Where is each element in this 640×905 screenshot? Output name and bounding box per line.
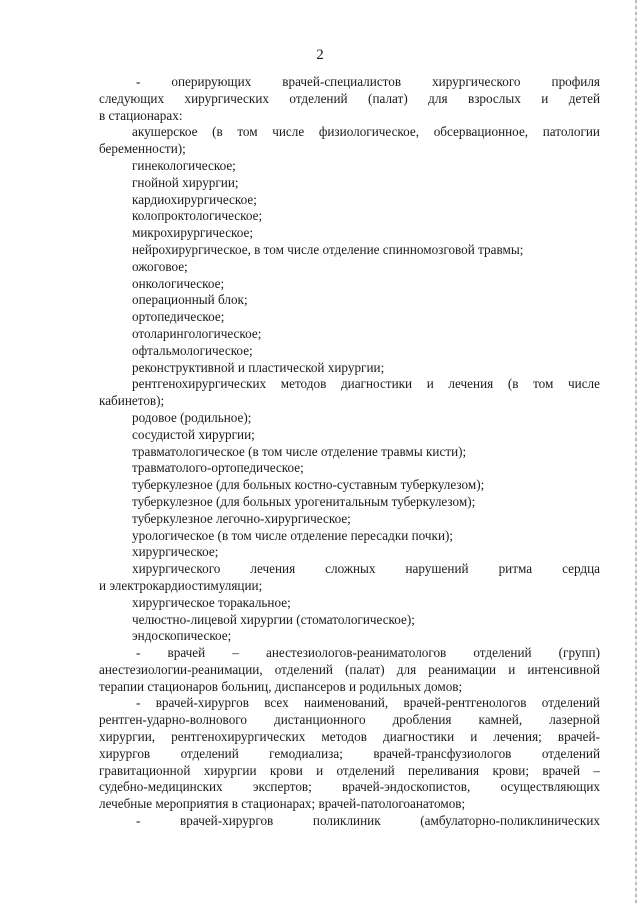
text-line: туберкулезное легочно-хирургическое; (132, 510, 351, 526)
text-line: рентген-ударно-волнового дистанционного дробления камней, лазерной (99, 712, 600, 728)
text-line: терапии стационаров больниц, диспансеров и родильных домов; (99, 678, 463, 694)
text-line: гинекологическое; (132, 157, 236, 173)
text-line: в стационарах: (99, 107, 183, 123)
text-line: хирургии, рентгенохирургических методов диагностики и лечения; врачей- (99, 729, 600, 745)
text-line: хирургическое торакальное; (132, 594, 291, 610)
text-line: онкологическое; (132, 275, 225, 291)
text-line: туберкулезное (для больных урогенитальным туберкулезом); (132, 493, 476, 509)
text-line: операционный блок; (132, 292, 248, 308)
text-line: туберкулезное (для больных костно-суставным туберкулезом); (132, 477, 485, 493)
text-line: гнойной хирургии; (132, 174, 239, 190)
text-line: рентгенохирургических методов диагностики и лечения (в том числе (132, 376, 600, 392)
text-line: ортопедическое; (132, 309, 225, 325)
text-line: следующих хирургических отделений (палат) для взрослых и детей (99, 90, 600, 106)
scan-edge-border (635, 0, 637, 905)
text-line: ожоговое; (132, 258, 188, 274)
text-line: колопроктологическое; (132, 208, 263, 224)
text-line: родовое (родильное); (132, 409, 252, 425)
text-line: отоларингологическое; (132, 325, 262, 341)
text-line: анестезиологии-реанимации, отделений (палат) для реанимации и интенсивной (99, 661, 600, 677)
text-line: гравитационной хирургии крови и отделений переливания крови; врачей – (99, 762, 600, 778)
document-body (99, 74, 600, 830)
text-line: хирургическое; (132, 544, 219, 560)
text-line: и электрокардиостимуляции; (99, 577, 263, 593)
text-line: сосудистой хирургии; (132, 426, 255, 442)
text-line: судебно-медицинских экспертов; врачей-эндоскопистов, осуществляющих (99, 779, 600, 795)
text-line: челюстно-лицевой хирургии (стоматологическое); (132, 611, 415, 627)
text-line: реконструктивной и пластической хирургии; (132, 359, 385, 375)
text-line: хирургического лечения сложных нарушений ритма сердца (132, 561, 600, 577)
text-line: - оперирующих врачей-специалистов хирургического профиля (136, 74, 600, 89)
text-line: беременности); (99, 141, 186, 157)
text-line: - врачей-хирургов всех наименований, врачей-рентгенологов отделений (136, 695, 600, 711)
text-line: офтальмологическое; (132, 342, 253, 358)
text-line: эндоскопическое; (132, 628, 232, 644)
text-line: микрохирургическое; (132, 225, 254, 241)
text-line: травматологическое (в том числе отделение травмы кисти); (132, 443, 467, 459)
text-line: лечебные мероприятия в стационарах; врачей-патологоанатомов; (99, 796, 466, 812)
text-line: - врачей – анестезиологов-реаниматологов отделений (групп) (136, 645, 600, 661)
text-line: - врачей-хирургов поликлиник (амбулаторно-поликлинических (136, 813, 600, 829)
text-line: кабинетов); (99, 393, 165, 409)
text-line: урологическое (в том числе отделение пересадки почки); (132, 527, 454, 543)
text-line: нейрохирургическое, в том числе отделение спинномозговой травмы; (132, 241, 524, 257)
text-line: кардиохирургическое; (132, 191, 257, 207)
text-line: травматолого-ортопедическое; (132, 460, 304, 476)
text-line: акушерское (в том числе физиологическое, обсервационное, патологии (132, 124, 600, 140)
text-line: хирургов отделений гемодиализа; врачей-трансфузиологов отделений (99, 745, 600, 761)
page-number: 2 (316, 47, 324, 63)
